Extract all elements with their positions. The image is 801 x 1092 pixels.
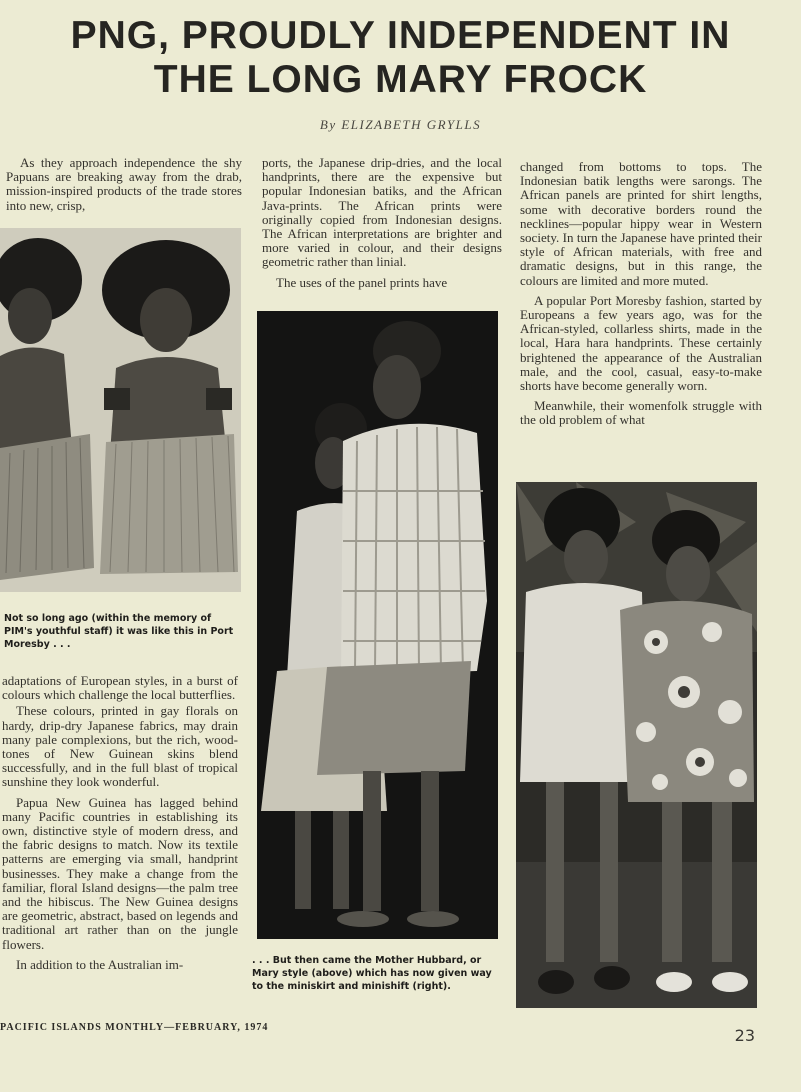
- caption-photo-2: . . . But then came the Mother Hubbard, or Mary style (above) which has now given way to the miniskirt and minishift (right).: [252, 955, 492, 992]
- paragraph: These colours, printed in gay florals on hardy, drip-dry Japanese fabrics, may drain many pale complexions, but the rich, wood-tones of New Guinean skins blend successfully, and in the full blast of tropical sunshine they look wonderful.: [2, 703, 238, 790]
- caption-photo-1: Not so long ago (within the memory of PIM's youthful staff) it was like this in Port Moresby . . .: [4, 613, 234, 650]
- column-3-top: [520, 160, 762, 428]
- photo-traditional-dress: [0, 228, 241, 592]
- byline: By ELIZABETH GRYLLS: [319, 117, 482, 132]
- paragraph: Papua New Guinea has lagged behind many Pacific countries in establishing its own, distinctive style of modern dress, and the fabric designs to match. Now its textile patterns are emerging via small, handprint businesses. They make a change from the familiar, floral Island designs—the palm tree and the hibiscus. The New Guinea designs are geometric, abstract, based on legends and traditional art rather than on the jungle flowers.: [2, 794, 238, 952]
- column-1-bottom: [2, 674, 238, 972]
- headline-line-2: THE LONG MARY FROCK: [153, 58, 648, 101]
- paragraph: changed from bottoms to tops. The Indonesian batik lengths were sarongs. The African panels are printed for shirt lengths, some with decorative borders round the necklines—popular hippy wear in Western society. In turn the Japanese have printed their style of African materials, with free and dramatic designs, but in this range, the colours are limited and more muted.: [520, 159, 762, 288]
- paragraph: As they approach independence the shy Papuans are breaking away from the drab, mission-inspired products of the trade stores into new, crisp,: [6, 155, 242, 213]
- paragraph: The uses of the panel prints have: [276, 274, 448, 290]
- paragraph: adaptations of European styles, in a burst of colours which challenge the local butterflies.: [2, 673, 238, 703]
- paragraph: In addition to the Australian im-: [16, 956, 184, 972]
- headline-line-1: PNG, PROUDLY INDEPENDENT IN: [70, 14, 731, 57]
- photo-minishift: [516, 482, 757, 1008]
- footer-publication: PACIFIC ISLANDS MONTHLY—FEBRUARY, 1974: [0, 1022, 269, 1033]
- photo-mother-hubbard: [257, 311, 498, 939]
- paragraph: A popular Port Moresby fashion, started by Europeans a few years ago, was for the African-styled, collarless shirts, made in the local, Hara hara handprints. These certainly brightened the appearance of the Australian male, and the cool, casual, easy-to-make shorts have become generally worn.: [520, 292, 762, 394]
- column-2-top: [262, 156, 502, 290]
- column-1-top: [6, 156, 242, 213]
- page-headline: [0, 14, 801, 102]
- paragraph: Meanwhile, their womenfolk struggle with the old problem of what: [520, 398, 762, 428]
- page-number: 23: [734, 1026, 755, 1045]
- paragraph: ports, the Japanese drip-dries, and the local handprints, there are the expensive but popular Indonesian batiks, and the African Java-prints. The African prints were originally copied from Indonesian designs. The African interpretations are brighter and more varied in colour, and their designs geometric rather than linial.: [262, 155, 502, 270]
